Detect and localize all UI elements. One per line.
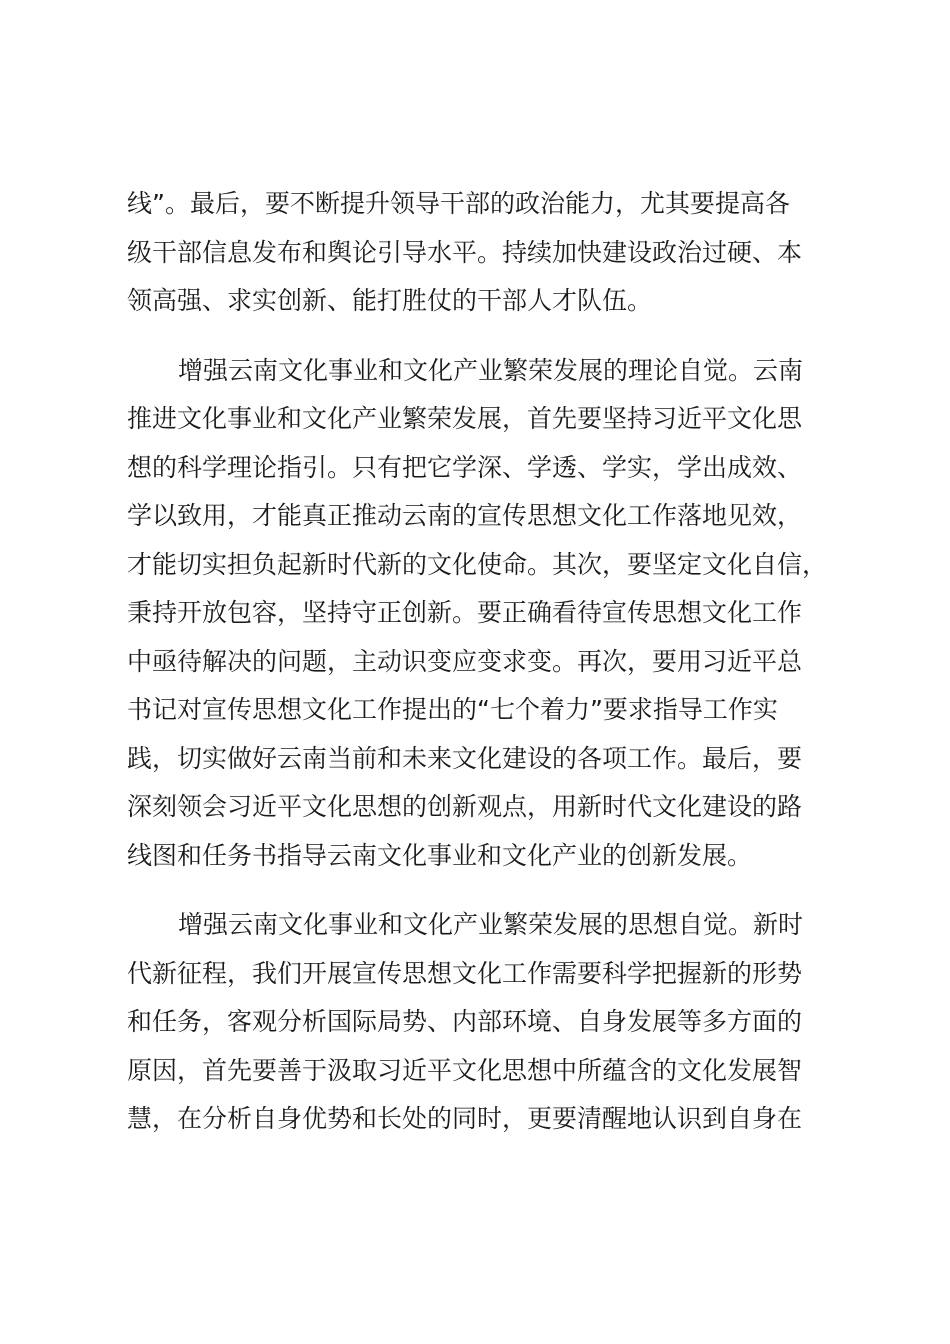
text-line: 和任务，客观分析国际局势、内部环境、自身发展等多方面的 — [127, 1007, 803, 1036]
text-line: 深刻领会习近平文化思想的创新观点，用新时代文化建设的路 — [127, 792, 803, 821]
paragraph-3 — [127, 901, 857, 1144]
text-line: 增强云南文化事业和文化产业繁荣发展的理论自觉。云南 — [178, 355, 804, 385]
text-line: 学以致用，才能真正推动云南的宣传思想文化工作落地见效， — [127, 501, 803, 530]
text-line: 推进文化事业和文化产业繁荣发展，首先要坚持习近平文化思 — [127, 404, 803, 433]
paragraph-1 — [127, 180, 857, 326]
text-line: 书记对宣传思想文化工作提出的“七个着力”要求指导工作实 — [127, 695, 778, 724]
text-line: 增强云南文化事业和文化产业繁荣发展的思想自觉。新时 — [178, 910, 804, 939]
paragraph-spacer — [127, 880, 857, 901]
text-line: 线图和任务书指导云南文化事业和文化产业的创新发展。 — [127, 840, 753, 870]
text-line: 秉持开放包容，坚持守正创新。要正确看待宣传思想文化工作 — [127, 598, 803, 627]
paragraph-spacer — [127, 326, 857, 347]
text-line: 慧，在分析自身优势和长处的同时，更要清醒地认识到自身在 — [127, 1104, 803, 1133]
text-line: 中亟待解决的问题，主动识变应变求变。再次，要用习近平总 — [127, 646, 803, 676]
text-line: 线”。最后，要不断提升领导干部的政治能力，尤其要提高各 — [127, 189, 790, 218]
text-line: 领高强、求实创新、能打胜仗的干部人才队伍。 — [127, 286, 653, 315]
text-line: 想的科学理论指引。只有把它学深、学透、学实，学出成效、 — [127, 452, 803, 482]
text-line: 原因，首先要善于汲取习近平文化思想中所蕴含的文化发展智 — [127, 1055, 803, 1085]
body-text — [127, 180, 857, 1144]
paragraph-2 — [127, 347, 857, 881]
text-line: 级干部信息发布和舆论引导水平。持续加快建设政治过硬、本 — [127, 237, 803, 267]
text-line: 才能切实担负起新时代新的文化使命。其次，要坚定文化自信， — [127, 549, 828, 579]
text-line: 践，切实做好云南当前和未来文化建设的各项工作。最后，要 — [127, 743, 803, 773]
text-line: 代新征程，我们开展宣传思想文化工作需要科学把握新的形势 — [127, 958, 803, 988]
